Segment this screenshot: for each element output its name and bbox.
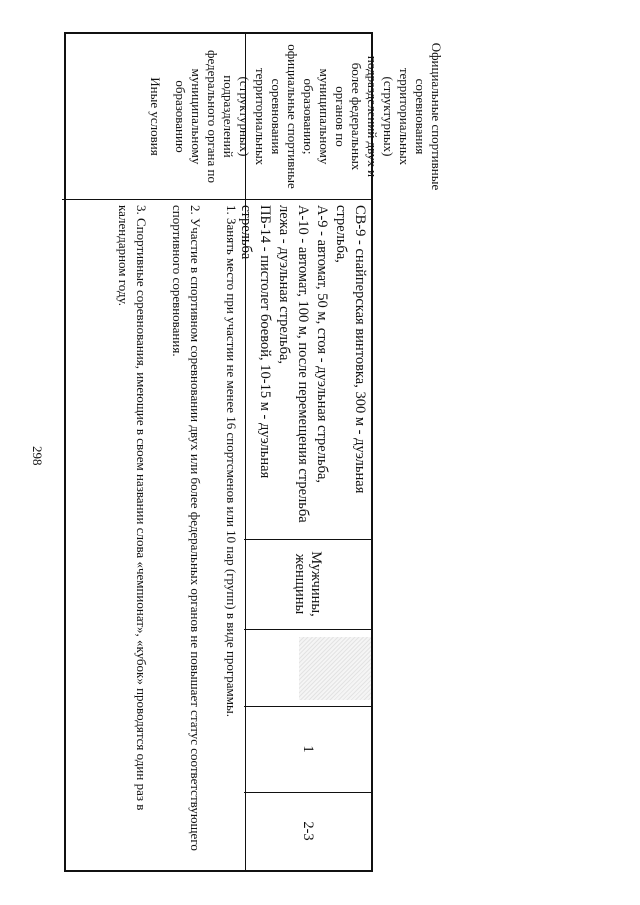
condition-item: 2. Участие в спортивном соревновании двух или более федеральных органов не повышает статус соответствующего спортивного соревнования. xyxy=(170,205,203,851)
condition-item: 1. Занять место при участии не менее 16 спортсменов или 10 пар (групп) в виде программы. xyxy=(224,205,239,717)
page-number: 298 xyxy=(30,446,45,466)
discipline-line: А-10 - автомат, 100 м, после перемещения стрельба лежа - дуэльная стрельба, xyxy=(276,205,311,523)
other-conditions-label: Иные условия xyxy=(148,77,163,156)
obscured-cell xyxy=(246,629,371,706)
discipline-line: ПБ-14 - пистолет боевой, 10-15 м - дуэльная стрельба xyxy=(238,205,273,479)
disciplines-cell xyxy=(238,199,371,539)
discipline-line: СВ-9 - снайперская винтовка, 300 м - дуэльная стрельба, xyxy=(333,205,368,494)
gender-cell: Мужчины, женщины xyxy=(292,551,325,617)
condition-item: 3. Спортивные соревнования, имеющие в своем названии слова «чемпионат», «кубок» проводятся один раз в календарном году. xyxy=(116,205,149,811)
rank-cell: 2-3 xyxy=(300,821,317,841)
discipline-line: А-9 - автомат, 50 м, стоя - дуэльная стрельба, xyxy=(314,205,330,484)
other-conditions-cell xyxy=(66,199,244,870)
place-cell: 1 xyxy=(300,745,317,753)
scan-noise-patch xyxy=(299,637,371,700)
competition-category-cell: Официальные спортивные соревнования территориальных (структурных) подразделений двух и более федеральных органов по муниципальному образованию; официальные спортивные соревнования территориальных (структурных) подразделений федерального органа по муниципальному образованию xyxy=(173,42,445,191)
classification-table xyxy=(64,32,445,872)
